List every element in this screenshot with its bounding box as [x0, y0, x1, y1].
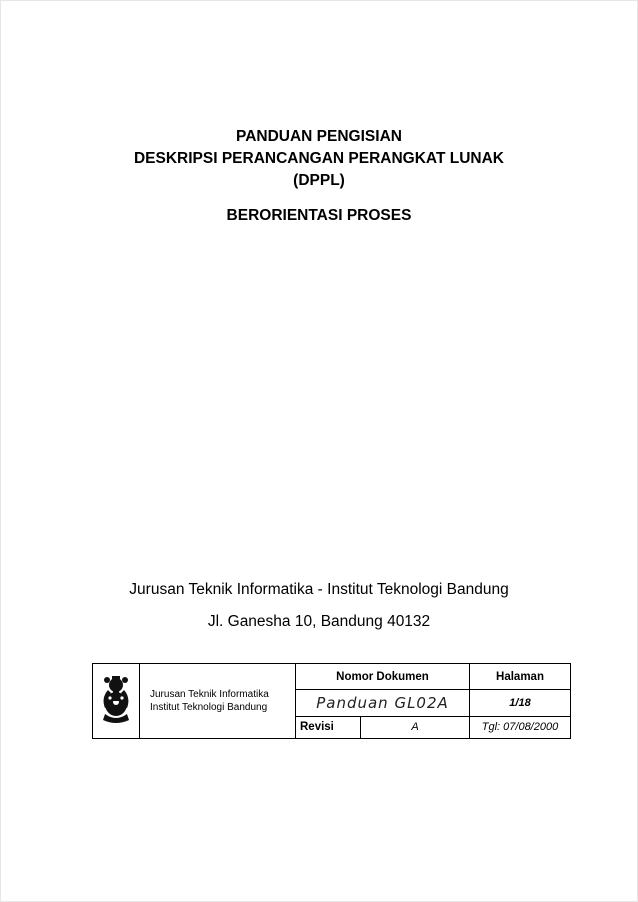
itb-ganesha-logo-icon [99, 674, 133, 724]
title-line-3: (DPPL) [293, 172, 345, 189]
title-line-1: PANDUAN PENGISIAN [236, 128, 402, 145]
doc-number-value: Panduan GL02A [296, 690, 470, 716]
document-title [0, 126, 638, 192]
page-value: 1/18 [470, 690, 571, 716]
revision-label: Revisi [296, 716, 361, 738]
doc-number-header: Nomor Dokumen [296, 664, 470, 690]
logo-cell [93, 664, 140, 739]
revision-value: A [361, 716, 470, 738]
document-footer-table [92, 663, 571, 739]
title-line-2: DESKRIPSI PERANCANGAN PERANGKAT LUNAK [133, 150, 504, 167]
institution-line-2: Institut Teknologi Bandung [150, 702, 268, 713]
document-subtitle: BERORIENTASI PROSES [226, 207, 412, 224]
address-line-1: Jurusan Teknik Informatika - Institut Teknologi Bandung [129, 581, 509, 598]
date-value: Tgl: 07/08/2000 [470, 716, 571, 738]
institution-line-1: Jurusan Teknik Informatika [150, 689, 269, 700]
page-header: Halaman [470, 664, 571, 690]
address-line-2: Jl. Ganesha 10, Bandung 40132 [207, 613, 431, 630]
institution-cell [140, 664, 296, 739]
